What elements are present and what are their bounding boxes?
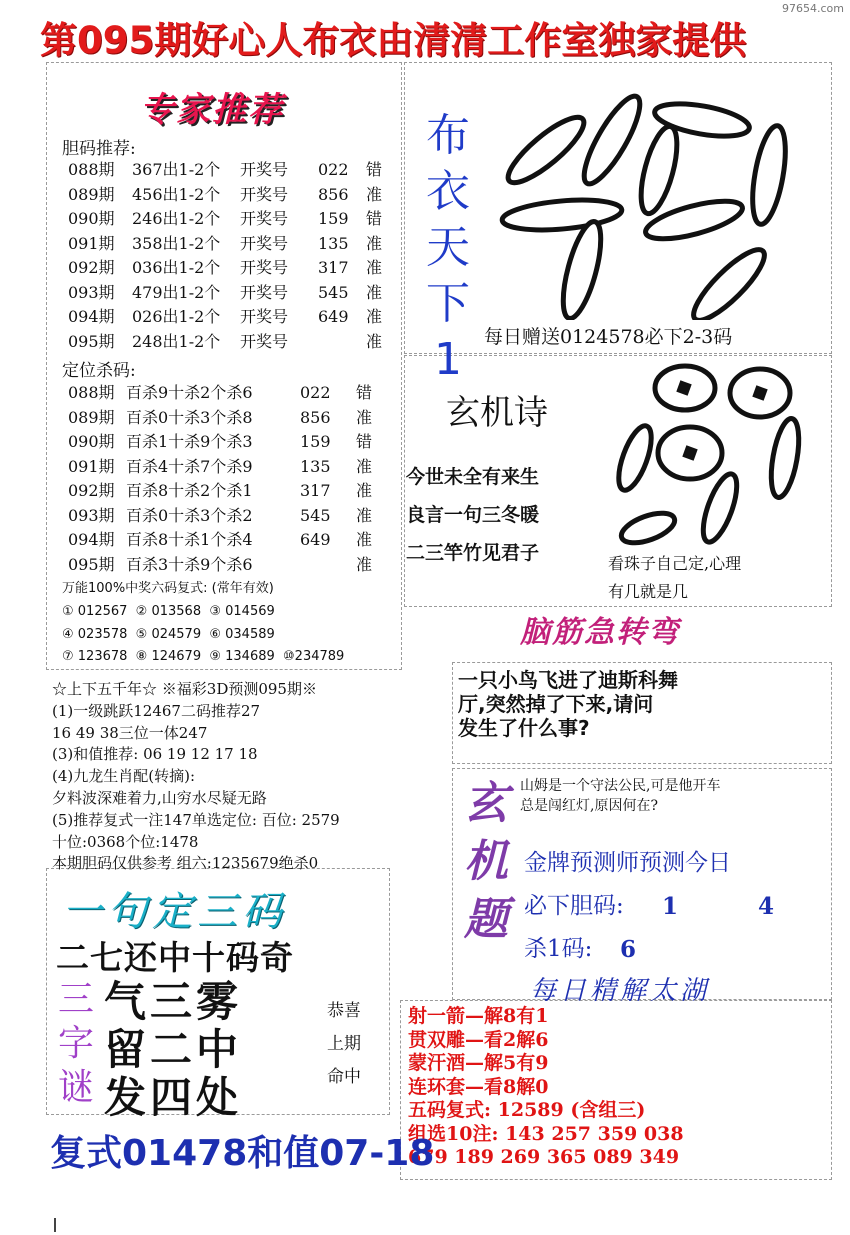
row-pick: 百杀0十杀3个杀8 — [126, 407, 253, 427]
fushi-text: 复式01478和值07-18 — [50, 1133, 435, 1174]
brand-char: 衣 — [426, 166, 470, 217]
riddle-line: 发生了什么事? — [458, 716, 590, 740]
row-result: 649 — [300, 530, 331, 549]
row-period: 091期 — [68, 233, 115, 253]
daily-line: 679 189 269 365 089 349 — [408, 1146, 680, 1168]
daily-line: 五码复式: 12589 (含组三) — [408, 1099, 646, 1121]
forecast-line: 本期胆码仅供参考 组六:1235679绝杀0 — [52, 854, 319, 873]
hint-line: 看珠子自己定,心理 — [608, 554, 742, 573]
poem-lines — [406, 458, 539, 572]
row-period: 093期 — [68, 505, 115, 525]
gold-prediction — [524, 842, 824, 982]
number-49-image — [484, 80, 814, 320]
row-period: 092期 — [68, 481, 115, 500]
brand-char: 1 — [434, 334, 462, 385]
row-pick: 百杀1十杀9个杀3 — [126, 432, 253, 451]
riddle-word: 气三雾 — [104, 977, 243, 1026]
row-flag: 错 — [366, 160, 383, 179]
riddle-line: 一只小鸟飞进了迪斯科舞 — [458, 668, 678, 692]
row-result: 545 — [300, 505, 331, 525]
three-char-riddle-label — [54, 978, 98, 1110]
three-char-riddle-words — [104, 978, 242, 1122]
row-pick: 026出1-2个 — [132, 307, 221, 326]
gold-dan-a: 1 — [662, 893, 679, 920]
xuanji-question-line: 总是闯红灯,原因何在? — [520, 798, 658, 814]
forecast-line: (1)一级跳跃12467二码推荐27 — [52, 701, 261, 720]
row-pick: 248出1-2个 — [132, 331, 221, 351]
daily-line: 组选10注: 143 257 359 038 — [408, 1122, 684, 1145]
row-flag: 准 — [356, 554, 373, 574]
forecast-line: 夕料波深难着力,山穷水尽疑无路 — [52, 788, 267, 807]
row-flag: 准 — [366, 258, 383, 277]
brand-char: 布 — [426, 110, 470, 161]
row-word: 开奖号 — [240, 282, 289, 302]
kill-label: 定位杀码: — [62, 361, 136, 381]
row-pick: 367出1-2个 — [132, 160, 221, 179]
dan-row — [68, 232, 398, 257]
forecast-line: ☆上下五千年☆ ※福彩3D预测095期※ — [52, 680, 317, 698]
riddle-label-char: 谜 — [57, 1067, 94, 1108]
congrats-line: 命中 — [327, 1067, 361, 1087]
congrats-text — [320, 995, 368, 1094]
row-pick: 246出1-2个 — [132, 209, 221, 228]
brain-teaser-title: 脑筋急转弯 — [520, 615, 680, 650]
row-result: 545 — [318, 282, 349, 302]
row-period: 095期 — [68, 331, 115, 351]
row-flag: 准 — [356, 407, 373, 427]
row-flag: 准 — [366, 307, 383, 326]
daily-line: 蒙汗酒—解5有9 — [408, 1052, 549, 1074]
row-pick: 百杀9十杀2个杀6 — [126, 383, 253, 402]
dan-row — [68, 207, 398, 232]
row-result: 649 — [318, 307, 349, 326]
row-period: 094期 — [68, 530, 115, 549]
row-pick: 百杀8十杀1个杀4 — [126, 530, 253, 549]
poem-title: 玄机诗 — [446, 393, 548, 433]
kill-row — [68, 528, 398, 553]
congrats-line: 上期 — [327, 1034, 361, 1054]
row-pick: 479出1-2个 — [132, 282, 221, 302]
kill-row — [68, 430, 398, 455]
daily-line: 贯双雕—看2解6 — [408, 1028, 549, 1051]
watermark: 97654.com — [782, 2, 844, 15]
six-code-list — [62, 601, 344, 669]
dan-row — [68, 158, 398, 183]
row-word: 开奖号 — [240, 307, 289, 326]
forecast-line: (4)九龙生肖配(转摘): — [52, 767, 196, 786]
dan-row — [68, 281, 398, 306]
page-title: 第095期好心人布衣由清清工作室独家提供 — [40, 19, 747, 62]
hint-line: 有几就是几 — [608, 582, 689, 601]
riddle-label-char: 字 — [57, 1023, 94, 1064]
dan-row — [68, 183, 398, 208]
gold-dan-label: 必下胆码: — [524, 893, 624, 919]
row-flag: 错 — [356, 383, 373, 402]
row-result: 856 — [300, 407, 331, 427]
daily-line: 连环套—看8解0 — [408, 1075, 549, 1098]
row-flag: 准 — [366, 282, 383, 302]
daily-line: 射一箭—解8有1 — [408, 1005, 549, 1027]
row-flag: 准 — [366, 331, 383, 351]
one-sentence-title: 一句定三码 — [62, 889, 287, 935]
row-result: 022 — [318, 160, 349, 179]
xuanji-title-char: 玄 — [464, 778, 508, 829]
page-marker — [54, 1218, 56, 1232]
row-result: 317 — [318, 258, 349, 277]
dan-label: 胆码推荐: — [62, 139, 136, 159]
poem-line: 良言一句三冬暖 — [406, 504, 540, 526]
gold-line1: 金牌预测师预测今日 — [524, 850, 731, 876]
row-flag: 准 — [356, 505, 373, 525]
xuanji-question-line: 山姆是一个守法公民,可是他开车 — [520, 778, 721, 794]
row-result: 317 — [300, 481, 331, 500]
xuanji-title-char: 机 — [464, 836, 508, 887]
row-result: 022 — [300, 383, 331, 402]
hint-text — [608, 550, 741, 606]
row-flag: 准 — [366, 184, 383, 204]
brand-char: 天 — [426, 222, 470, 273]
riddle-line: 厅,突然掉了下来,请问 — [458, 692, 654, 716]
row-word: 开奖号 — [240, 258, 289, 277]
six-code-line: ⑦ 123678 ⑧ 124679 ⑨ 134689 ⑩234789 — [62, 649, 345, 664]
row-period: 095期 — [68, 554, 115, 574]
six-code-line: ④ 023578 ⑤ 024579 ⑥ 034589 — [62, 626, 275, 642]
riddle-label-char: 三 — [57, 979, 94, 1020]
row-pick: 036出1-2个 — [132, 258, 221, 277]
forecast-text — [52, 679, 340, 875]
row-flag: 准 — [366, 233, 383, 253]
gold-kill-value: 6 — [620, 936, 637, 963]
coins-99-image — [600, 358, 825, 548]
kill-row — [68, 479, 398, 504]
row-word: 开奖号 — [240, 184, 289, 204]
row-result: 159 — [300, 432, 331, 451]
riddle-word: 留二中 — [104, 1025, 243, 1074]
row-flag: 准 — [356, 530, 373, 549]
row-word: 开奖号 — [240, 331, 289, 351]
row-flag: 准 — [356, 456, 373, 476]
forecast-line: 16 49 38三位一体247 — [52, 723, 208, 742]
row-period: 094期 — [68, 307, 115, 326]
daily-list — [408, 1005, 684, 1170]
row-pick: 456出1-2个 — [132, 184, 221, 204]
congrats-line: 恭喜 — [327, 1001, 361, 1021]
riddle-word: 发四处 — [104, 1073, 243, 1122]
kill-row — [68, 455, 398, 480]
row-result: 159 — [318, 209, 349, 228]
xuanji-title-char: 题 — [464, 894, 508, 945]
forecast-line: 十位:0368个位:1478 — [52, 832, 199, 851]
row-result: 856 — [318, 184, 349, 204]
daily-title: 每日精解太湖 — [530, 976, 711, 1006]
row-period: 089期 — [68, 407, 115, 427]
forecast-line: (5)推荐复式一注147单选定位: 百位: 2579 — [52, 810, 340, 829]
poem-line: 二三竿竹见君子 — [406, 542, 540, 564]
row-pick: 百杀8十杀2个杀1 — [126, 481, 253, 500]
poem-line: 今世未全有来生 — [406, 466, 540, 488]
row-pick: 百杀0十杀3个杀2 — [126, 505, 253, 525]
forecast-line: (3)和值推荐: 06 19 12 17 18 — [52, 745, 258, 764]
dan-table — [68, 158, 398, 354]
row-word: 开奖号 — [240, 160, 289, 179]
one-sentence-text: 二七还中十码奇 — [56, 938, 294, 977]
row-pick: 百杀3十杀9个杀6 — [126, 554, 253, 574]
row-period: 092期 — [68, 258, 115, 277]
dan-row — [68, 330, 398, 355]
row-period: 090期 — [68, 432, 115, 451]
row-period: 093期 — [68, 282, 115, 302]
kill-row — [68, 553, 398, 578]
brand-vertical — [420, 108, 476, 388]
six-code-line: ① 012567 ② 013568 ③ 014569 — [62, 604, 275, 619]
row-result: 135 — [300, 456, 331, 476]
gold-kill-label: 杀1码: — [524, 936, 593, 962]
brand-char: 下 — [426, 278, 470, 329]
kill-row — [68, 406, 398, 431]
brain-teaser-question — [458, 668, 678, 740]
xuanji-title — [460, 775, 512, 949]
six-label: 万能100%中奖六码复式: (常年有效) — [62, 581, 274, 596]
row-pick: 358出1-2个 — [132, 233, 221, 253]
row-period: 091期 — [68, 456, 115, 476]
row-result: 135 — [318, 233, 349, 253]
row-flag: 错 — [366, 209, 383, 228]
row-period: 090期 — [68, 209, 115, 228]
row-flag: 准 — [356, 481, 373, 500]
row-period: 088期 — [68, 383, 115, 402]
row-period: 088期 — [68, 160, 115, 179]
row-flag: 错 — [356, 432, 373, 451]
kill-row — [68, 504, 398, 529]
row-pick: 百杀4十杀7个杀9 — [126, 456, 253, 476]
row-word: 开奖号 — [240, 209, 289, 228]
xuanji-question — [520, 776, 720, 816]
expert-title: 专家推荐 — [140, 90, 284, 130]
dan-row — [68, 305, 398, 330]
kill-table — [68, 381, 398, 577]
gold-dan-b: 4 — [758, 893, 775, 920]
dan-row — [68, 256, 398, 281]
row-period: 089期 — [68, 184, 115, 204]
kill-row — [68, 381, 398, 406]
row-word: 开奖号 — [240, 233, 289, 253]
daily-gift: 每日赠送0124578必下2-3码 — [484, 326, 733, 348]
